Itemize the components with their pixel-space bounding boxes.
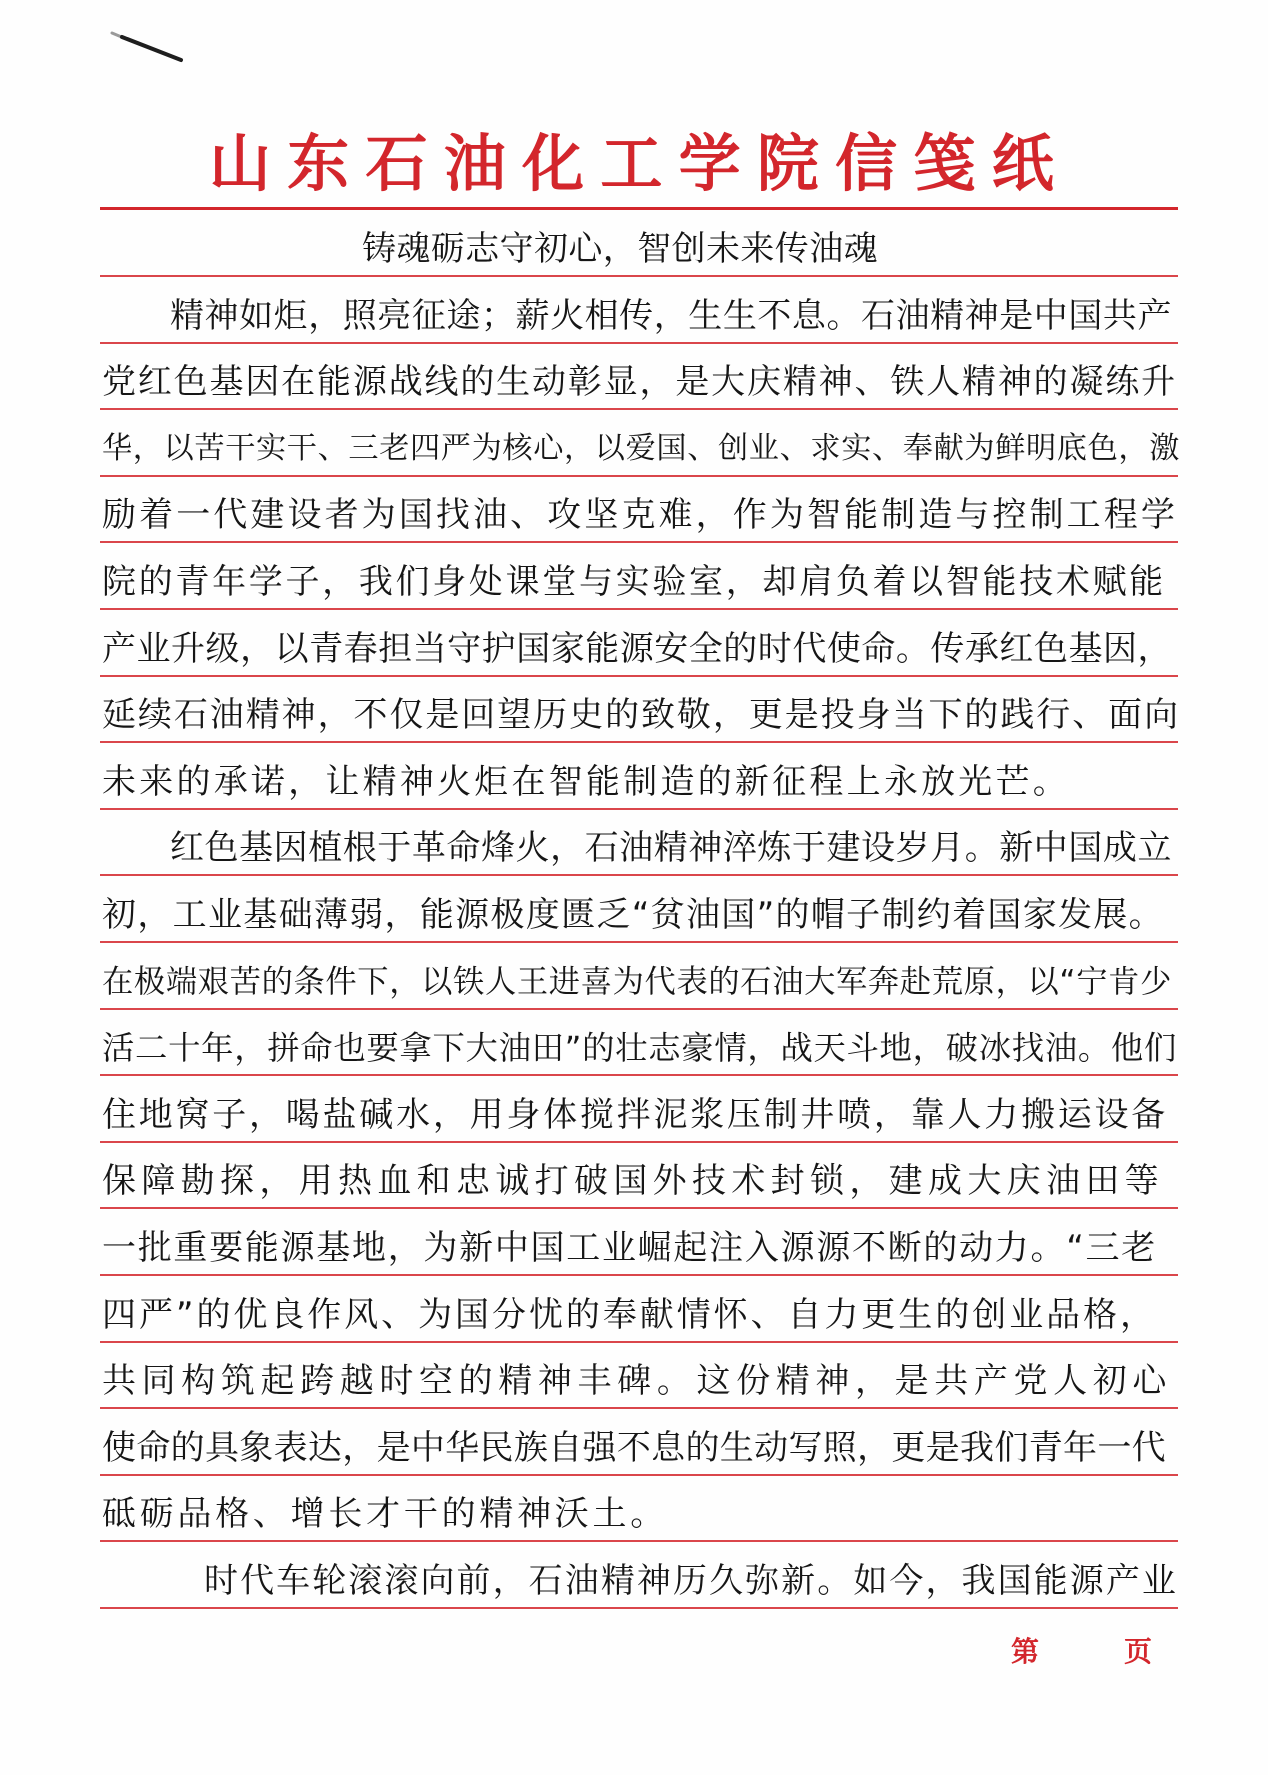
pen-mark bbox=[0, 0, 220, 90]
letter-line-text: 时代车轮滚滚向前，石油精神历久弥新。如今，我国能源产业 bbox=[204, 1561, 1178, 1601]
ruled-line bbox=[100, 1074, 1178, 1076]
letter-line-text: 使命的具象表达，是中华民族自强不息的生动写照，更是我们青年一代 bbox=[102, 1428, 1166, 1468]
ruled-line bbox=[100, 475, 1178, 477]
letter-line-text: 保障勘探，用热血和忠诚打破国外技术封锁，建成大庆油田等 bbox=[102, 1161, 1164, 1201]
letter-line-text: 共同构筑起跨越时空的精神丰碑。这份精神，是共产党人初心 bbox=[102, 1361, 1172, 1401]
letter-line-12 bbox=[102, 1025, 1177, 1071]
letter-line-text: 一批重要能源基地，为新中国工业崛起注入源源不断的动力。“三老 bbox=[102, 1228, 1157, 1268]
ruled-line bbox=[100, 608, 1178, 610]
ruled-line bbox=[100, 874, 1178, 876]
letter-line-text: 红色基因植根于革命烽火，石油精神淬炼于建设岁月。新中国成立 bbox=[170, 828, 1172, 868]
letter-line-20 bbox=[204, 1558, 1178, 1604]
page-number-prefix: 第 bbox=[1011, 1635, 1040, 1668]
letter-line-1 bbox=[170, 293, 1172, 339]
page-number-suffix: 页 bbox=[1124, 1635, 1153, 1668]
letter-line-text: 活二十年，拼命也要拿下大油田”的壮志豪情，战天斗地，破冰找油。他们 bbox=[102, 1029, 1177, 1067]
letter-line-8 bbox=[102, 759, 1070, 805]
letter-line-15 bbox=[102, 1225, 1157, 1271]
ruled-line bbox=[100, 541, 1178, 543]
letterhead-divider bbox=[100, 207, 1178, 210]
letter-line-text: 未来的承诺，让精神火炬在智能制造的新征程上永放光芒。 bbox=[102, 762, 1070, 802]
letter-line-text: 华，以苦干实干、三老四严为核心，以爱国、创业、求实、奉献为鲜明底色，激 bbox=[102, 431, 1180, 466]
letter-line-18 bbox=[102, 1425, 1166, 1471]
ruled-line bbox=[100, 1341, 1178, 1343]
letter-line-text: 砥砺品格、增长才干的精神沃土。 bbox=[102, 1494, 668, 1534]
ruled-line bbox=[100, 1474, 1178, 1476]
ruled-line bbox=[100, 1407, 1178, 1409]
letter-line-10 bbox=[102, 892, 1164, 938]
letter-line-text: 住地窝子，喝盐碱水，用身体搅拌泥浆压制井喷，靠人力搬运设备 bbox=[102, 1095, 1168, 1135]
letter-line-2 bbox=[102, 359, 1177, 405]
letter-heading-text: 铸魂砺志守初心，智创未来传油魂 bbox=[362, 229, 878, 269]
letter-line-text: 励着一代建设者为国找油、攻坚克难，作为智能制造与控制工程学 bbox=[102, 495, 1178, 535]
letter-line-13 bbox=[102, 1092, 1168, 1138]
ruled-line bbox=[100, 1274, 1178, 1276]
letter-heading bbox=[362, 226, 878, 272]
letter-line-text: 初，工业基础薄弱，能源极度匮乏“贫油国”的帽子制约着国家发展。 bbox=[102, 895, 1164, 935]
letter-line-text: 院的青年学子，我们身处课堂与实验室，却肩负着以智能技术赋能 bbox=[102, 562, 1166, 602]
ruled-line bbox=[100, 741, 1178, 743]
ruled-line bbox=[100, 1607, 1178, 1609]
letter-line-4 bbox=[102, 492, 1178, 538]
letter-line-text: 产业升级，以青春担当守护国家能源安全的时代使命。传承红色基因， bbox=[102, 629, 1172, 669]
letter-line-5 bbox=[102, 559, 1166, 605]
letter-line-19 bbox=[102, 1491, 668, 1537]
ruled-line bbox=[100, 1141, 1178, 1143]
letter-line-11 bbox=[102, 959, 1172, 1005]
ruled-line bbox=[100, 408, 1178, 410]
letter-line-text: 精神如炬，照亮征途；薪火相传，生生不息。石油精神是中国共产 bbox=[170, 296, 1172, 336]
ruled-line bbox=[100, 1207, 1178, 1209]
letter-line-7 bbox=[102, 692, 1180, 738]
letter-line-16 bbox=[102, 1292, 1157, 1338]
letter-line-14 bbox=[102, 1158, 1164, 1204]
ruled-line bbox=[100, 275, 1178, 277]
letter-line-text: 在极端艰苦的条件下，以铁人王进喜为代表的石油大军奔赴荒原，以“宁肯少 bbox=[102, 964, 1172, 1000]
ruled-line bbox=[100, 342, 1178, 344]
letter-line-9 bbox=[170, 825, 1172, 871]
ruled-line bbox=[100, 941, 1178, 943]
ruled-line bbox=[100, 1540, 1178, 1542]
letter-line-text: 延续石油精神，不仅是回望历史的致敬，更是投身当下的践行、面向 bbox=[102, 695, 1180, 735]
ruled-line bbox=[100, 808, 1178, 810]
letterhead-title bbox=[209, 124, 1070, 204]
letter-line-3 bbox=[102, 426, 1180, 472]
letter-line-text: 党红色基因在能源战线的生动彰显，是大庆精神、铁人精神的凝练升 bbox=[102, 362, 1177, 402]
ruled-line bbox=[100, 1008, 1178, 1010]
letter-line-6 bbox=[102, 626, 1172, 672]
ruled-line bbox=[100, 675, 1178, 677]
letter-line-text: 四严”的优良作风、为国分忧的奉献情怀、自力更生的创业品格， bbox=[102, 1295, 1157, 1335]
letter-line-17 bbox=[102, 1358, 1172, 1404]
letterhead-title-text: 山东石油化工学院信笺纸 bbox=[209, 127, 1070, 200]
